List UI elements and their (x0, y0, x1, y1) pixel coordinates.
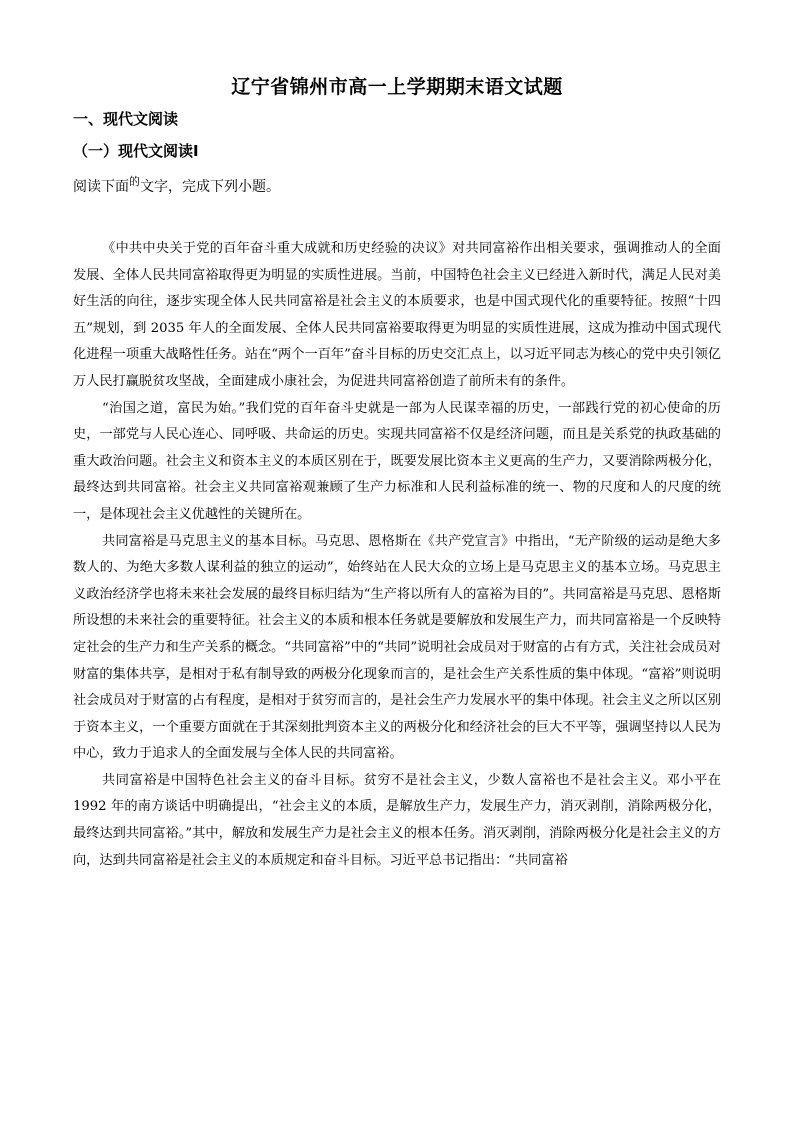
page-title: 辽宁省锦州市高一上学期期末语文试题 (231, 76, 563, 98)
reading-instruction (73, 176, 280, 196)
instruction-text-before: 阅读下面 (73, 179, 129, 195)
paragraph-1: 《中共中央关于党的百年奋斗重大成就和历史经验的决议》对共同富裕作出相关要求，强调推动人的全面发展、全体人民共同富裕取得更为明显的实质性进展。当前，中国特色社会主义已经进入新时代，满足人民对美好生活的向往，逐步实现全体人民共同富裕是社会主义的本质要求，也是中国式现代化的重要特征。按照“十四五”规划，到 2035 年人的全面发展、全体人民共同富裕要取得更为明显的实质性进展，这成为推动中国式现代化进程一项重大战略性任务。站在“两个一百年”奋斗目标的历史交汇点上，以习近平同志为核心的党中央引领亿万人民打赢脱贫攻坚战，全面建成小康社会，为促进共同富裕创造了前所未有的条件。 (73, 241, 721, 389)
paragraph-3: 共同富裕是马克思主义的基本目标。马克思、恩格斯在《共产党宣言》中指出，“无产阶级的运动是绝大多数人的、为绝大多数人谋利益的独立的运动”，始终站在人民大众的立场上是马克思主义的基本立场。马克思主义政治经济学也将未来社会发展的最终目标归结为“生产将以所有人的富裕为目的”。共同富裕是马克思、恩格斯所设想的未来社会的重要特征。社会主义的本质和根本任务就是要解放和发展生产力，而共同富裕是一个反映特定社会的生产力和生产关系的概念。“共同富裕”中的“共同”说明社会成员对于财富的占有方式，关注社会成员对财富的集体共享，是相对于私有制导致的两极分化现象而言的，是社会生产关系性质的集中体现。“富裕”则说明社会成员对于财富的占有程度，是相对于贫穷而言的，是社会生产力发展水平的集中体现。社会主义之所以区别于资本主义，一个重要方面就在于其深刻批判资本主义的两极分化和经济社会的巨大不平等，强调坚持以人民为中心，致力于追求人的全面发展与全体人民的共同富裕。 (73, 533, 721, 762)
subsection-heading: （一）现代文阅读Ⅰ (73, 142, 199, 160)
passage-body (73, 236, 721, 874)
section-heading: 一、现代文阅读 (73, 110, 179, 128)
paragraph-4: 共同富裕是中国特色社会主义的奋斗目标。贫穷不是社会主义，少数人富裕也不是社会主义。邓小平在 1992 年的南方谈话中明确提出，“社会主义的本质，是解放生产力，发展生产力，消灭剥削，消除两极分化，最终达到共同富裕。”其中，解放和发展生产力是社会主义的根本任务。消灭剥削，消除两极分化是社会主义的方向，达到共同富裕是社会主义的本质规定和奋斗目标。习近平总书记指出：“共同富裕 (73, 772, 721, 868)
instruction-text-after: 文字，完成下列小题。 (140, 179, 280, 195)
instruction-superscript: 的 (129, 175, 140, 188)
paragraph-2: “治国之道，富民为始。”我们党的百年奋斗史就是一部为人民谋幸福的历史，一部践行党的初心使命的历史，一部党与人民心连心、同呼吸、共命运的历史。实现共同富裕不仅是经济问题，而且是关系党的执政基础的重大政治问题。社会主义和资本主义的本质区别在于，既要发展比资本主义更高的生产力，又要消除两极分化，最终达到共同富裕。社会主义共同富裕观兼顾了生产力标准和人民利益标准的统一、物的尺度和人的尺度的统一，是体现社会主义优越性的关键所在。 (73, 400, 721, 522)
